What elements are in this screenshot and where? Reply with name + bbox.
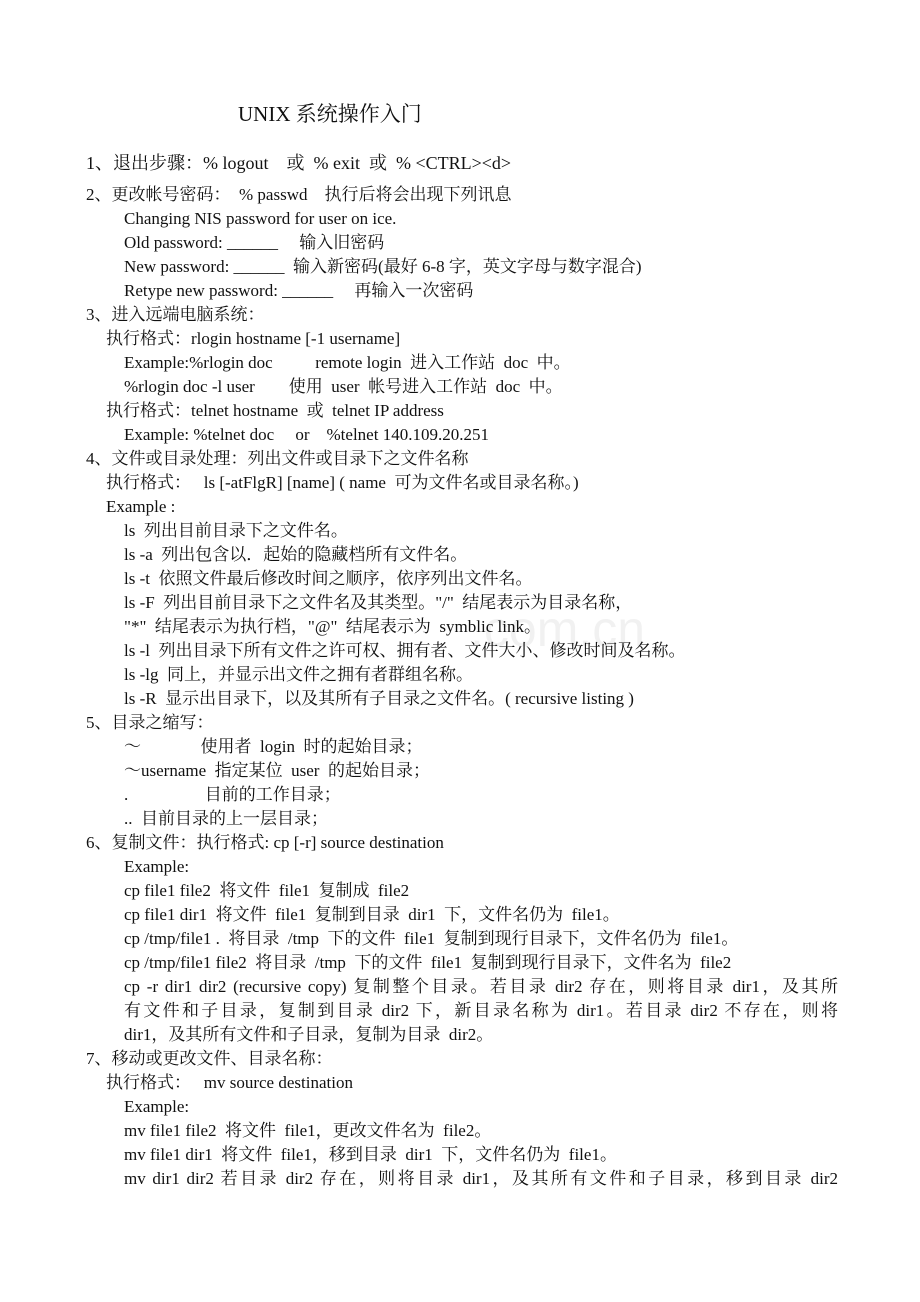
example-line: ls -t 依照文件最后修改时间之顺序，依序列出文件名。 xyxy=(124,569,533,588)
document-body xyxy=(86,150,838,1191)
example-line: ls -a 列出包含以．起始的隐藏档所有文件名。 xyxy=(124,545,468,564)
example-line: ls -lg 同上，并显示出文件之拥有者群组名称。 xyxy=(124,665,473,684)
text-line: ～ 使用者 login 时的起始目录； xyxy=(124,737,423,756)
example-label: Example: xyxy=(124,857,190,876)
example-line: 有文件和子目录，复制到目录 dir2 下，新目录名称为 dir1。若目录 dir2 不存在，则将 xyxy=(124,1001,838,1020)
example-line: ls -R 显示出目录下，以及其所有子目录之文件名。( recursive listing ) xyxy=(124,689,634,708)
example-line: Example: %telnet doc or %telnet 140.109.20.251 xyxy=(124,425,489,444)
watermark: .com.cn xyxy=(470,601,646,657)
example-line: cp file1 dir1 将文件 file1 复制到目录 dir1 下，文件名仍为 file1。 xyxy=(124,905,620,924)
section-7-heading: 7、移动或更改文件、目录名称： xyxy=(86,1049,333,1068)
format-line: 执行格式： ls [-atFlgR] [name] ( name 可为文件名或目录名称。) xyxy=(106,473,579,492)
example-line: ls -l 列出目录下所有文件之许可权、拥有者、文件大小、修改时间及名称。 xyxy=(124,641,686,660)
section-1-logout: 1、退出步骤：% logout 或 % exit 或 % <CTRL><d> xyxy=(86,153,512,173)
text-line: New password: ______ 输入新密码(最好 6-8 字，英文字母与数字混合) xyxy=(124,257,642,276)
section-6-heading: 6、复制文件：执行格式: cp [-r] source destination xyxy=(86,833,444,852)
section-3-heading: 3、进入远端电脑系统： xyxy=(86,305,265,324)
format-line: 执行格式：telnet hostname 或 telnet IP address xyxy=(106,401,444,420)
text-line: Retype new password: ______ 再输入一次密码 xyxy=(124,281,474,300)
example-line: "*" 结尾表示为执行档，"@" 结尾表示为 symblic link。 xyxy=(124,617,541,636)
text-line: Changing NIS password for user on ice. xyxy=(124,209,397,228)
text-line: . 目前的工作目录； xyxy=(124,785,341,804)
section-5-heading: 5、目录之缩写： xyxy=(86,713,214,732)
example-label: Example : xyxy=(106,497,176,516)
example-line: Example:%rlogin doc remote login 进入工作站 doc 中。 xyxy=(124,353,571,372)
document-title: UNIX 系统操作入门 xyxy=(238,102,422,126)
example-line: cp /tmp/file1 file2 将目录 /tmp 下的文件 file1 复制到现行目录下，文件名为 file2 xyxy=(124,953,732,972)
example-line: %rlogin doc -l user 使用 user 帐号进入工作站 doc 中。 xyxy=(124,377,563,396)
example-line: cp /tmp/file1 . 将目录 /tmp 下的文件 file1 复制到现行目录下，文件名仍为 file1。 xyxy=(124,929,739,948)
example-line: ls 列出目前目录下之文件名。 xyxy=(124,521,348,540)
example-line: mv file1 file2 将文件 file1，更改文件名为 file2。 xyxy=(124,1121,492,1140)
section-2-heading: 2、更改帐号密码： % passwd 执行后将会出现下列讯息 xyxy=(86,185,512,204)
section-4-heading: 4、文件或目录处理：列出文件或目录下之文件名称 xyxy=(86,449,469,468)
example-line: cp file1 file2 将文件 file1 复制成 file2 xyxy=(124,881,410,900)
example-line: dir1，及其所有文件和子目录，复制为目录 dir2。 xyxy=(124,1025,494,1044)
text-line: Old password: ______ 输入旧密码 xyxy=(124,233,385,252)
text-line: .. 目前目录的上一层目录； xyxy=(124,809,328,828)
format-line: 执行格式： mv source destination xyxy=(106,1073,353,1092)
example-line: mv file1 dir1 将文件 file1，移到目录 dir1 下，文件名仍为 file1。 xyxy=(124,1145,617,1164)
example-line: ls -F 列出目前目录下之文件名及其类型。"/" 结尾表示为目录名称， xyxy=(124,593,633,612)
example-label: Example: xyxy=(124,1097,190,1116)
example-line: cp -r dir1 dir2 (recursive copy) 复制整个目录。若目录 dir2 存在，则将目录 dir1，及其所 xyxy=(124,977,838,996)
text-line: ～username 指定某位 user 的起始目录； xyxy=(124,761,430,780)
example-line: mv dir1 dir2 若目录 dir2 存在，则将目录 dir1，及其所有文件和子目录，移到目录 dir2 xyxy=(124,1169,838,1188)
format-line: 执行格式：rlogin hostname [-1 username] xyxy=(106,329,401,348)
